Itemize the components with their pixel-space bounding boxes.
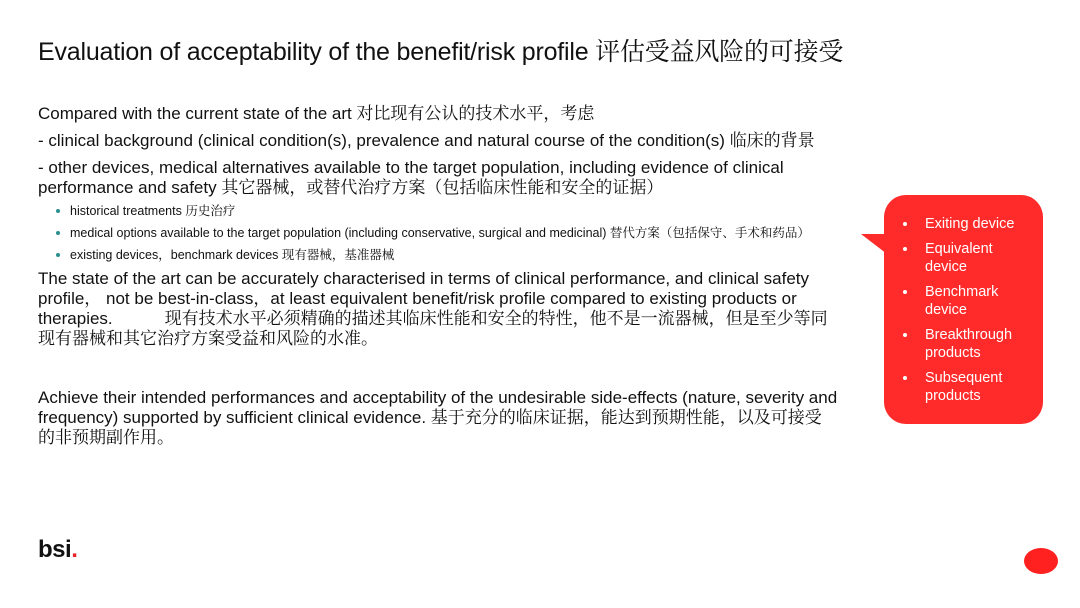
corner-red-dot: [1024, 548, 1058, 574]
clinical-background-text: - clinical background (clinical condition(s), prevalence and natural course of the condition(s) 临床的背景: [38, 131, 815, 150]
callout-list: [925, 215, 1037, 412]
callout-item-breakthrough-products: Breakthrough products: [925, 326, 1037, 362]
bsi-logo: [38, 536, 77, 564]
achieve-paragraph: Achieve their intended performances and acceptability of the undesirable side-effects (nature, severity and frequency) supported by sufficient clinical evidence. 基于充分的临床证据，能达到预期性能，以及可接受的非预期副作用。: [38, 388, 838, 447]
callout-item-benchmark-device: Benchmark device: [925, 283, 1037, 319]
logo-dot: .: [71, 536, 78, 563]
sub-bullet-historical-treatments: historical treatments 历史治疗: [70, 203, 838, 219]
callout-item-subsequent-products: Subsequent products: [925, 369, 1037, 405]
other-devices-text: - other devices, medical alternatives available to the target population, including evidence of clinical performance and safety 其它器械，或替代治疗方案（包括临床性能和安全的证据）: [38, 158, 784, 197]
sub-bullet-medical-options: medical options available to the target population (including conservative, surgical and medicinal) 替代方案（包括保守、手术和药品）: [70, 225, 838, 241]
slide-title: Evaluation of acceptability of the benefit/risk profile 评估受益风险的可接受: [38, 38, 844, 66]
callout-item-equivalent-device: Equivalent device: [925, 240, 1037, 276]
slide-body: [38, 104, 838, 448]
sub-bullet-existing-devices: existing devices，benchmark devices 现有器械，基准器械: [70, 247, 838, 263]
callout-item-exiting-device: Exiting device: [925, 215, 1037, 233]
state-of-art-paragraph: [38, 269, 838, 349]
state-of-art-english: The state of the art can be accurately characterised in terms of clinical performance, and clinical safety profile， not be best-in-class，at least equivalent benefit/risk profile compared to existing products or therapies.: [38, 269, 810, 328]
sub-bullet-list: [38, 203, 838, 263]
intro-text: Compared with the current state of the art 对比现有公认的技术水平，考虑: [38, 104, 595, 123]
logo-text: bsi: [38, 536, 72, 563]
state-of-art-chinese: 现有技术水平必须精确的描述其临床性能和安全的特性，他不是一流器械，但是至少等同现有器械和其它治疗方案受益和风险的水准。: [38, 309, 828, 348]
device-type-callout: [884, 195, 1043, 424]
